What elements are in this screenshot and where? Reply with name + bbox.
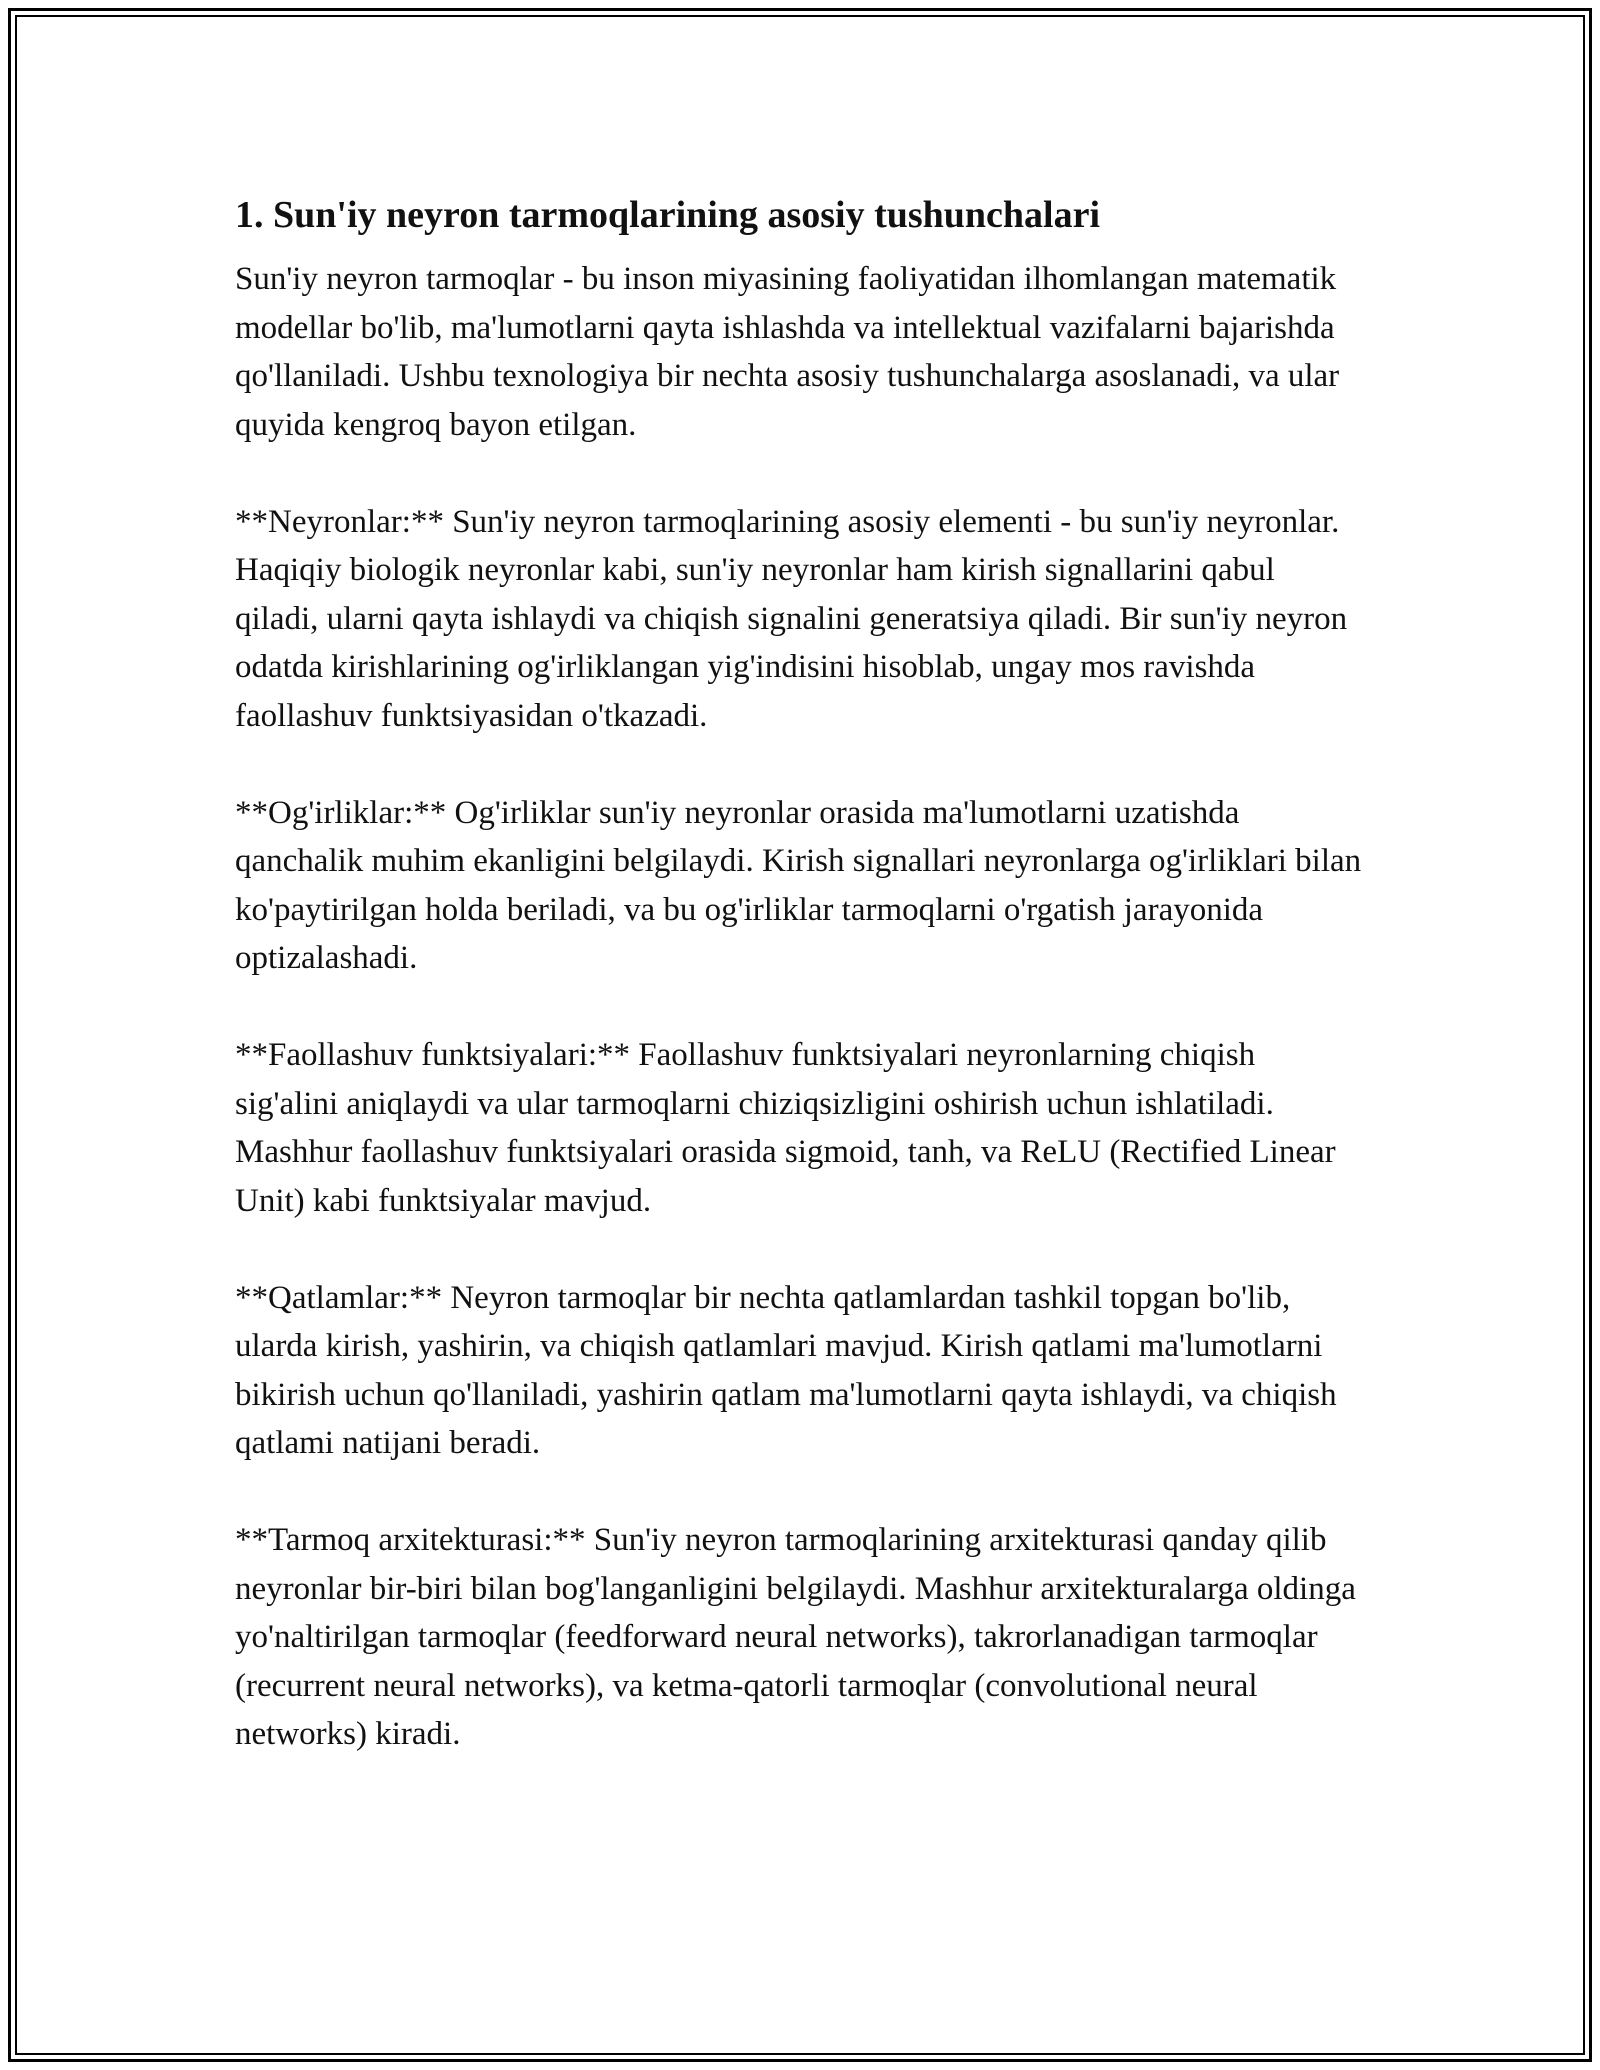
neurons-paragraph: **Neyronlar:** Sun'iy neyron tarmoqlarining asosiy elementi - bu sun'iy neyronlar. Haqiqiy biologik neyronlar kabi, sun'iy neyronlar ham kirish signallarini qabul qiladi, ularni qayta ishlaydi va chiqish signalini generatsiya qiladi. Bir sun'iy neyron odatda kirishlarining og'irliklangan yig'indisini hisoblab, ungay mos ravishda faollashuv funktsiyasidan o'tkazadi. — [235, 503, 1348, 734]
section-heading: 1. Sun'iy neyron tarmoqlarining asosiy tushunchalari — [235, 194, 1101, 236]
network-architecture-paragraph: **Tarmoq arxitekturasi:** Sun'iy neyron tarmoqlarining arxitekturasi qanday qilib neyronlar bir-biri bilan bog'langanligini belgilaydi. Mashhur arxitekturalarga oldinga yo'naltirilgan tarmoqlar (feedforward neural networks), takrorlanadigan tarmoqlar (recurrent neural networks), va ketma-qatorli tarmoqlar (convolutional neural networks) kiradi. — [235, 1522, 1356, 1752]
document-body — [235, 185, 1365, 1807]
intro-paragraph: Sun'iy neyron tarmoqlar - bu inson miyasining faoliyatidan ilhomlangan matematik modellar bo'lib, ma'lumotlarni qayta ishlashda va intellektual vazifalarni bajarishda qo'llaniladi. Ushbu texnologiya bir nechta asosiy tushunchalarga asoslanadi, va ular quyida kengroq bayon etilgan. — [235, 261, 1340, 443]
layers-paragraph: **Qatlamlar:** Neyron tarmoqlar bir nechta qatlamlardan tashkil topgan bo'lib, ularda kirish, yashirin, va chiqish qatlamlari mavjud. Kirish qatlami ma'lumotlarni bikirish uchun qo'llaniladi, yashirin qatlam ma'lumotlarni qayta ishlaydi, va chiqish qatlami natijani beradi. — [235, 1279, 1337, 1461]
activation-functions-paragraph: **Faollashuv funktsiyalari:** Faollashuv funktsiyalari neyronlarning chiqish sig'alini aniqlaydi va ular tarmoqlarni chiziqsizligini oshirish uchun ishlatiladi. Mashhur faollashuv funktsiyalari orasida sigmoid, tanh, va ReLU (Rectified Linear Unit) kabi funktsiyalar mavjud. — [235, 1037, 1336, 1219]
weights-paragraph: **Og'irliklar:** Og'irliklar sun'iy neyronlar orasida ma'lumotlarni uzatishda qanchalik muhim ekanligini belgilaydi. Kirish signallari neyronlarga og'irliklari bilan ko'paytirilgan holda beriladi, va bu og'irliklar tarmoqlarni o'rgatish jarayonida optizalashadi. — [235, 794, 1362, 976]
